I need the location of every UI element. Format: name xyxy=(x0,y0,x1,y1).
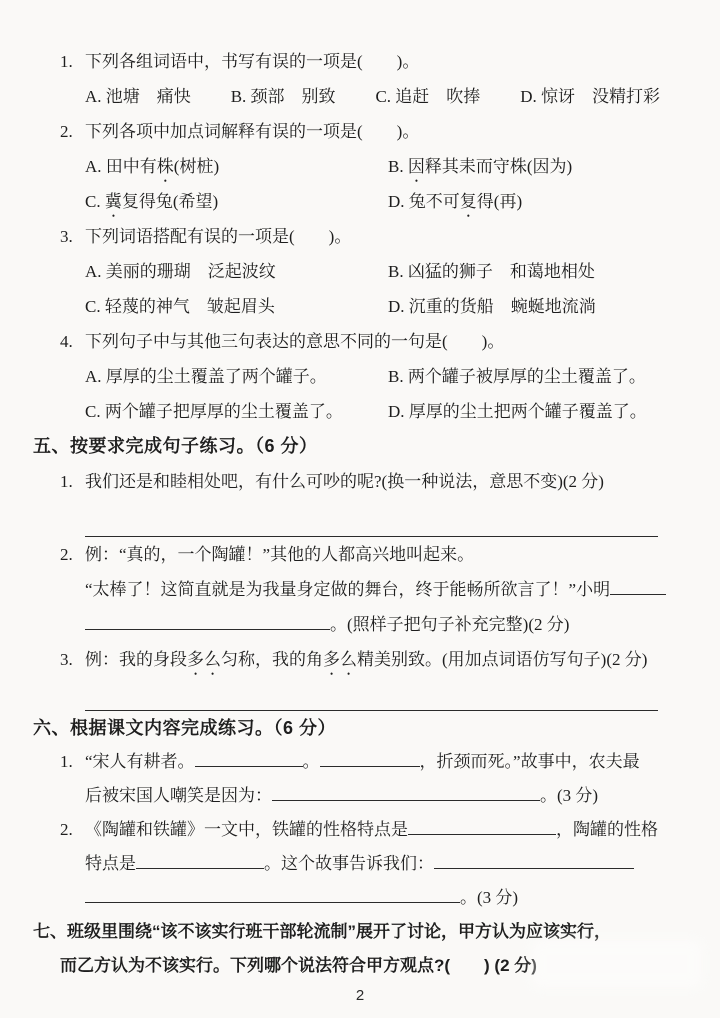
question-1-stem xyxy=(33,44,662,79)
option-d: D. 沉重的货船 蜿蜒地流淌 xyxy=(388,297,596,316)
option-b: B. 颈部 别致 xyxy=(230,87,336,106)
fill-in-blank xyxy=(195,750,303,767)
option-a: A. 池塘 痛快 xyxy=(85,87,191,106)
option-a: A. 美丽的珊瑚 泛起波纹 xyxy=(85,262,276,281)
option-text: B. xyxy=(388,157,408,176)
question-stem-text: 下列各项中加点词解释有误的一项是( )。 xyxy=(85,122,420,141)
emphasized-word: 多么 xyxy=(187,650,221,669)
emphasized-char: 株 xyxy=(156,157,174,176)
section-6-question-1-line-2 xyxy=(85,779,662,813)
question-text-part: 后被宋国人嘲笑是因为： xyxy=(85,786,272,805)
scan-light-artifact xyxy=(532,940,702,988)
option-d: D. 惊讶 没精打彩 xyxy=(520,87,660,106)
fill-in-blank xyxy=(408,818,556,835)
emphasized-word: 多么 xyxy=(323,650,357,669)
option-text: A. 田中有 xyxy=(85,157,157,176)
question-stem-text: 下列词语搭配有误的一项是( )。 xyxy=(85,227,352,246)
option-c: C. 两个罐子把厚厚的尘土覆盖了。 xyxy=(85,402,343,421)
fill-in-blank xyxy=(136,852,264,869)
fill-in-blank xyxy=(272,784,540,801)
answer-blank-line xyxy=(85,499,662,537)
question-3-options xyxy=(85,254,662,324)
option-text: (树桩) xyxy=(173,157,220,176)
question-text xyxy=(85,813,658,847)
option-a xyxy=(85,149,388,184)
question-number: 2. xyxy=(60,122,73,141)
question-text xyxy=(85,745,640,779)
fill-in-blank xyxy=(85,886,460,903)
section-7-line-1: 七、班级里围绕“该不该实行班干部轮流制”展开了讨论，甲方认为应该实行， xyxy=(33,922,611,941)
question-4-options xyxy=(85,359,662,429)
question-text-part: 。 xyxy=(302,752,320,771)
question-2-stem xyxy=(33,114,662,149)
question-3-stem xyxy=(33,219,662,254)
question-text: 。(照样子把句子补充完整)(2 分) xyxy=(330,615,570,634)
option-b: B. 凶猛的狮子 和蔼地相处 xyxy=(388,262,595,281)
fill-in-blank xyxy=(320,750,420,767)
fill-in-blank xyxy=(610,578,666,595)
option-b xyxy=(388,149,662,184)
option-text: 复得兔(希望) xyxy=(121,192,219,211)
question-text-part: 。(3 分) xyxy=(540,786,599,805)
question-text: “太棒了！这简直就是为我量身定做的舞台，终于能畅所欲言了！”小明 xyxy=(85,580,611,599)
section-5-question-2-line-3 xyxy=(85,607,662,642)
option-b: B. 两个罐子被厚厚的尘土覆盖了。 xyxy=(388,367,646,386)
emphasized-char: 复 xyxy=(459,192,477,211)
answer-blank-line xyxy=(85,677,662,711)
question-text-part: “宋人有耕者。 xyxy=(85,752,195,771)
question-text-part: 。这个故事告诉我们： xyxy=(264,854,434,873)
question-number: 4. xyxy=(60,332,73,351)
section-6-question-2-line-1 xyxy=(33,813,662,847)
question-text: 例：“真的，一个陶罐！”其他的人都高兴地叫起来。 xyxy=(85,545,475,564)
question-number: 2. xyxy=(60,545,73,564)
question-number: 1. xyxy=(60,752,73,771)
section-6-question-2-line-3 xyxy=(85,881,662,915)
question-text-part: 例：我的身段 xyxy=(85,650,187,669)
emphasized-char: 因 xyxy=(407,157,425,176)
question-text-part: 精美别致。(用加点词语仿写句子)(2 分) xyxy=(357,650,648,669)
page-number: 2 xyxy=(355,987,365,1004)
section-5-question-2-line-2 xyxy=(85,572,662,607)
question-number: 3. xyxy=(60,650,73,669)
section-6-title: 六、根据课文内容完成练习。（6 分） xyxy=(33,718,337,738)
question-stem-text: 下列各组词语中，书写有误的一项是( )。 xyxy=(85,52,420,71)
option-text: C. xyxy=(85,192,105,211)
question-text-part: 。(3 分) xyxy=(460,888,519,907)
option-d xyxy=(388,184,662,219)
question-text-part: 匀称，我的角 xyxy=(221,650,323,669)
question-text-part: 《陶罐和铁罐》一文中，铁罐的性格特点是 xyxy=(85,820,408,839)
option-text: 得(再) xyxy=(476,192,523,211)
option-c xyxy=(85,184,388,219)
emphasized-char: 冀 xyxy=(104,192,122,211)
question-number: 2. xyxy=(60,820,73,839)
option-text: D. 兔不可 xyxy=(388,192,460,211)
option-a: A. 厚厚的尘土覆盖了两个罐子。 xyxy=(85,367,327,386)
question-text-part: 特点是 xyxy=(85,854,136,873)
section-6-question-2-line-2 xyxy=(85,847,662,881)
fill-in-blank xyxy=(434,852,634,869)
fill-in-blank xyxy=(85,613,330,630)
question-text-part: ，陶罐的性格 xyxy=(556,820,658,839)
question-number: 3. xyxy=(60,227,73,246)
question-number: 1. xyxy=(60,52,73,71)
section-5-question-1 xyxy=(33,464,662,499)
option-c: C. 轻蔑的神气 皱起眉头 xyxy=(85,297,275,316)
question-2-options xyxy=(85,149,662,219)
section-5-question-2-line-1 xyxy=(33,537,662,572)
question-text-part: ，折颈而死。”故事中，农夫最 xyxy=(419,752,640,771)
section-5-question-3 xyxy=(33,642,662,677)
option-d: D. 厚厚的尘土把两个罐子覆盖了。 xyxy=(388,402,647,421)
question-text xyxy=(85,642,647,677)
section-5-title: 五、按要求完成句子练习。（6 分） xyxy=(33,436,318,456)
question-4-stem xyxy=(33,324,662,359)
question-stem-text: 下列句子中与其他三句表达的意思不同的一句是( )。 xyxy=(85,332,505,351)
question-1-options xyxy=(85,79,660,114)
section-7-line-2: 而乙方认为不该实行。下列哪个说法符合甲方观点?( ) (2 分) xyxy=(60,956,537,975)
question-number: 1. xyxy=(60,472,73,491)
option-text: 释其耒而守株(因为) xyxy=(424,157,573,176)
section-6-question-1-line-1 xyxy=(33,745,662,779)
option-c: C. 追赶 吹捧 xyxy=(375,87,481,106)
question-text: 我们还是和睦相处吧，有什么可吵的呢?(换一种说法，意思不变)(2 分) xyxy=(85,472,604,491)
